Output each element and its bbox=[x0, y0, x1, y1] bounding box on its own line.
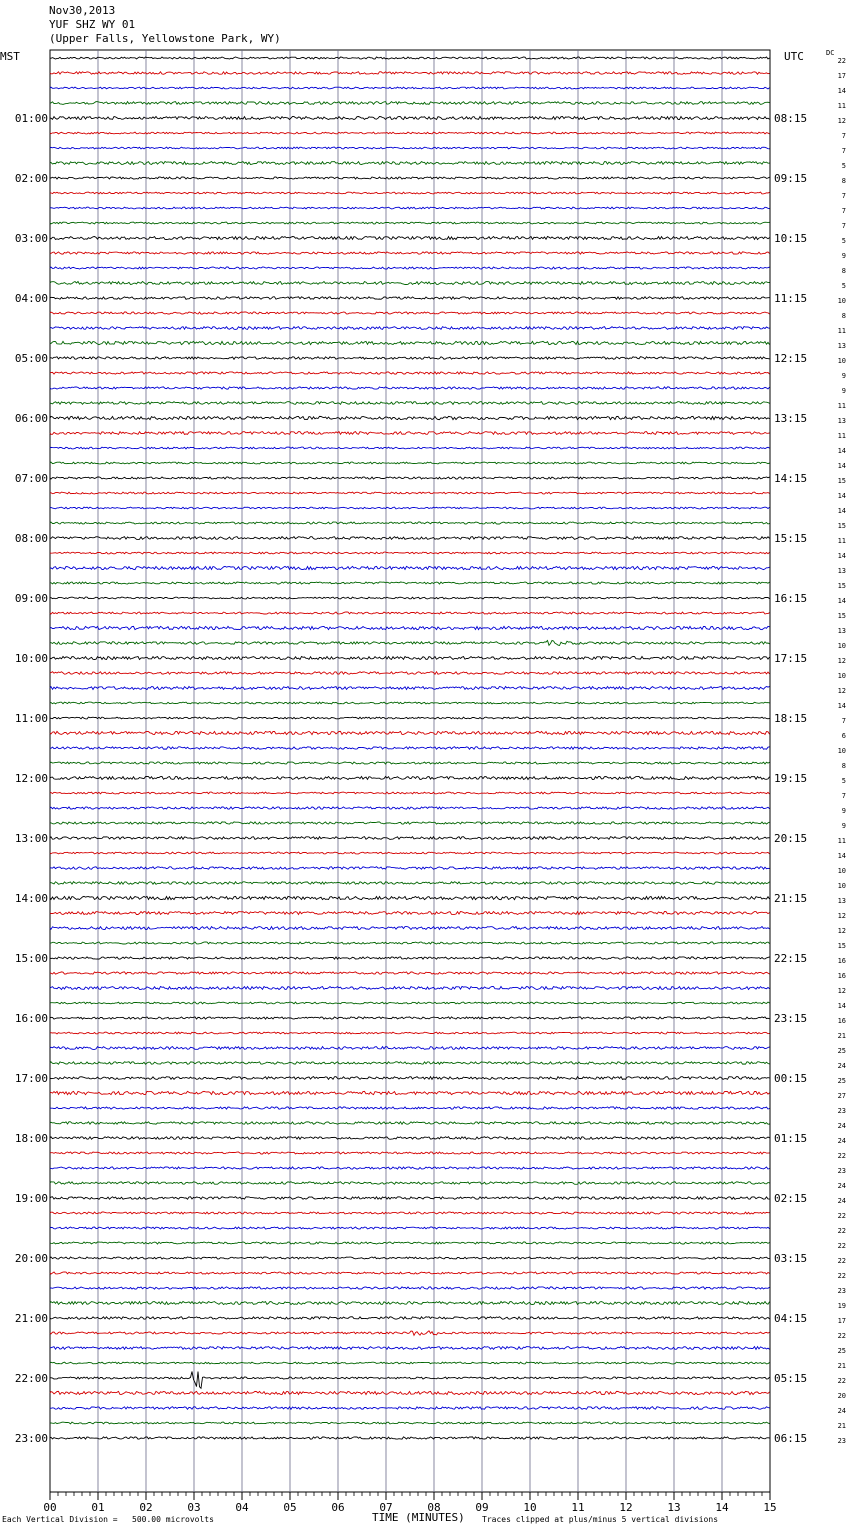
seismic-trace bbox=[50, 1242, 770, 1244]
dc-offset-label: 22 bbox=[837, 1332, 846, 1340]
seismic-trace bbox=[50, 1302, 770, 1305]
station-name: YUF SHZ WY 01 bbox=[49, 18, 136, 31]
seismic-trace bbox=[50, 372, 770, 374]
dc-offset-label: 12 bbox=[837, 117, 846, 125]
right-hour-label: 14:15 bbox=[774, 472, 808, 485]
left-hour-label: 08:00 bbox=[14, 532, 48, 545]
station-location: (Upper Falls, Yellowstone Park, WY) bbox=[49, 32, 281, 45]
right-hour-label: 21:15 bbox=[774, 892, 808, 905]
dc-offset-label: 25 bbox=[837, 1347, 846, 1355]
seismic-trace bbox=[50, 1437, 770, 1439]
x-tick-label: 06 bbox=[331, 1501, 345, 1514]
seismic-trace bbox=[50, 222, 770, 224]
seismic-trace bbox=[50, 341, 770, 344]
dc-offset-label: 6 bbox=[841, 732, 846, 740]
seismic-trace bbox=[50, 162, 770, 165]
seismic-trace bbox=[50, 1257, 770, 1259]
dc-offset-label: 22 bbox=[837, 1242, 846, 1250]
left-hour-label: 09:00 bbox=[14, 592, 48, 605]
dc-offset-label: 9 bbox=[841, 252, 846, 260]
right-hour-label: 13:15 bbox=[774, 412, 808, 425]
seismic-trace bbox=[50, 1091, 770, 1094]
x-tick-label: 10 bbox=[523, 1501, 537, 1514]
right-hour-label: 02:15 bbox=[774, 1192, 808, 1205]
dc-offset-label: 11 bbox=[837, 432, 846, 440]
seismic-trace bbox=[50, 987, 770, 990]
seismic-trace bbox=[50, 1167, 770, 1169]
dc-offset-label: 25 bbox=[837, 1077, 846, 1085]
dc-offset-label: 7 bbox=[841, 207, 846, 215]
left-hour-label: 13:00 bbox=[14, 832, 48, 845]
seismic-trace bbox=[50, 1017, 770, 1019]
dc-offset-label: 22 bbox=[837, 57, 846, 65]
dc-offset-label: 23 bbox=[837, 1107, 846, 1115]
dc-offset-label: 10 bbox=[837, 297, 846, 305]
seismic-trace bbox=[50, 777, 770, 780]
dc-offset-label: 5 bbox=[841, 237, 846, 245]
x-tick-label: 12 bbox=[619, 1501, 633, 1514]
x-tick-label: 05 bbox=[283, 1501, 297, 1514]
dc-offset-label: 25 bbox=[837, 1047, 846, 1055]
x-axis-label: TIME (MINUTES) bbox=[372, 1511, 465, 1524]
left-hour-label: 06:00 bbox=[14, 412, 48, 425]
dc-offset-label: 9 bbox=[841, 372, 846, 380]
seismic-trace bbox=[50, 117, 770, 120]
dc-offset-label: 7 bbox=[841, 717, 846, 725]
plot-date: Nov30,2013 bbox=[49, 4, 116, 17]
dc-offset-label: 11 bbox=[837, 537, 846, 545]
dc-offset-label: 8 bbox=[841, 312, 846, 320]
seismic-trace bbox=[50, 1287, 770, 1289]
seismic-trace bbox=[50, 312, 770, 314]
seismic-trace bbox=[50, 747, 770, 750]
dc-offset-label: 16 bbox=[837, 972, 846, 980]
seismic-trace bbox=[50, 1331, 770, 1336]
dc-offset-label: 15 bbox=[837, 477, 846, 485]
dc-offset-label: 14 bbox=[837, 87, 846, 95]
dc-offset-label: 21 bbox=[837, 1422, 846, 1430]
seismic-trace bbox=[50, 1227, 770, 1229]
seismic-trace bbox=[50, 1002, 770, 1004]
dc-offset-label: 14 bbox=[837, 507, 846, 515]
dc-offset-label: 12 bbox=[837, 912, 846, 920]
seismic-trace bbox=[50, 237, 770, 240]
dc-offset-label: 11 bbox=[837, 102, 846, 110]
seismic-trace bbox=[50, 282, 770, 285]
seismic-trace bbox=[50, 1407, 770, 1410]
right-hour-label: 17:15 bbox=[774, 652, 808, 665]
seismic-trace bbox=[50, 177, 770, 179]
seismic-trace bbox=[50, 837, 770, 840]
seismic-trace bbox=[50, 702, 770, 704]
seismic-trace bbox=[50, 1122, 770, 1125]
dc-offset-label: 8 bbox=[841, 762, 846, 770]
seismic-trace bbox=[50, 462, 770, 464]
seismic-trace bbox=[50, 672, 770, 675]
dc-offset-label: 24 bbox=[837, 1137, 846, 1145]
dc-column-label: DC bbox=[826, 49, 835, 57]
dc-offset-label: 14 bbox=[837, 597, 846, 605]
left-hour-label: 07:00 bbox=[14, 472, 48, 485]
dc-offset-label: 12 bbox=[837, 987, 846, 995]
seismic-trace bbox=[50, 626, 770, 629]
dc-offset-label: 14 bbox=[837, 852, 846, 860]
dc-offset-label: 12 bbox=[837, 657, 846, 665]
left-timezone-label: MST bbox=[0, 50, 20, 63]
dc-offset-label: 24 bbox=[837, 1407, 846, 1415]
left-hour-label: 03:00 bbox=[14, 232, 48, 245]
dc-offset-label: 10 bbox=[837, 642, 846, 650]
dc-offset-label: 13 bbox=[837, 627, 846, 635]
seismic-trace bbox=[50, 492, 770, 494]
seismic-trace bbox=[50, 597, 770, 599]
dc-offset-label: 8 bbox=[841, 177, 846, 185]
dc-offset-label: 13 bbox=[837, 567, 846, 575]
right-timezone-label: UTC bbox=[784, 50, 804, 63]
seismic-trace bbox=[50, 132, 770, 134]
seismic-trace bbox=[50, 762, 770, 764]
seismic-trace bbox=[50, 57, 770, 59]
dc-offset-label: 15 bbox=[837, 522, 846, 530]
clip-note: Traces clipped at plus/minus 5 vertical divisions bbox=[482, 1515, 719, 1524]
right-hour-label: 05:15 bbox=[774, 1372, 808, 1385]
dc-offset-label: 21 bbox=[837, 1032, 846, 1040]
dc-offset-label: 7 bbox=[841, 192, 846, 200]
x-tick-label: 00 bbox=[43, 1501, 57, 1514]
seismic-trace bbox=[50, 1107, 770, 1109]
right-hour-label: 08:15 bbox=[774, 112, 808, 125]
x-tick-label: 11 bbox=[571, 1501, 585, 1514]
right-hour-label: 01:15 bbox=[774, 1132, 808, 1145]
seismic-trace bbox=[50, 852, 770, 854]
left-hour-label: 17:00 bbox=[14, 1072, 48, 1085]
seismic-trace bbox=[50, 147, 770, 149]
scale-note: Each Vertical Division = 500.00 microvolts bbox=[2, 1515, 214, 1524]
seismic-trace bbox=[50, 1372, 770, 1389]
left-hour-label: 04:00 bbox=[14, 292, 48, 305]
seismic-trace bbox=[50, 1077, 770, 1080]
seismic-trace bbox=[50, 640, 770, 645]
seismic-trace bbox=[50, 942, 770, 944]
dc-offset-label: 16 bbox=[837, 1017, 846, 1025]
right-hour-label: 06:15 bbox=[774, 1432, 808, 1445]
dc-offset-label: 23 bbox=[837, 1437, 846, 1445]
dc-offset-label: 22 bbox=[837, 1212, 846, 1220]
left-hour-label: 01:00 bbox=[14, 112, 48, 125]
x-tick-label: 09 bbox=[475, 1501, 489, 1514]
seismic-trace bbox=[50, 387, 770, 389]
dc-offset-label: 14 bbox=[837, 462, 846, 470]
seismic-trace bbox=[50, 357, 770, 360]
seismic-trace bbox=[50, 792, 770, 794]
dc-offset-label: 12 bbox=[837, 927, 846, 935]
dc-offset-label: 24 bbox=[837, 1122, 846, 1130]
seismic-trace bbox=[50, 566, 770, 569]
dc-offset-label: 15 bbox=[837, 612, 846, 620]
seismic-trace bbox=[50, 1062, 770, 1065]
dc-offset-label: 12 bbox=[837, 687, 846, 695]
dc-offset-label: 10 bbox=[837, 747, 846, 755]
seismic-trace bbox=[50, 957, 770, 959]
seismic-trace bbox=[50, 1152, 770, 1154]
seismic-trace bbox=[50, 102, 770, 105]
seismic-trace bbox=[50, 1317, 770, 1320]
dc-offset-label: 9 bbox=[841, 387, 846, 395]
seismic-trace bbox=[50, 882, 770, 885]
dc-offset-label: 22 bbox=[837, 1257, 846, 1265]
seismic-trace bbox=[50, 717, 770, 719]
dc-offset-label: 24 bbox=[837, 1197, 846, 1205]
dc-offset-label: 10 bbox=[837, 882, 846, 890]
dc-offset-label: 19 bbox=[837, 1302, 846, 1310]
seismic-trace bbox=[50, 912, 770, 915]
dc-offset-label: 21 bbox=[837, 1362, 846, 1370]
x-tick-label: 03 bbox=[187, 1501, 201, 1514]
dc-offset-label: 11 bbox=[837, 402, 846, 410]
right-hour-label: 19:15 bbox=[774, 772, 808, 785]
seismic-trace bbox=[50, 522, 770, 524]
dc-offset-label: 5 bbox=[841, 162, 846, 170]
right-hour-label: 20:15 bbox=[774, 832, 808, 845]
dc-offset-label: 16 bbox=[837, 957, 846, 965]
seismic-trace bbox=[50, 87, 770, 89]
seismic-trace bbox=[50, 327, 770, 330]
seismic-trace bbox=[50, 612, 770, 614]
dc-offset-label: 17 bbox=[837, 1317, 846, 1325]
seismic-trace bbox=[50, 402, 770, 405]
dc-offset-label: 22 bbox=[837, 1227, 846, 1235]
seismic-trace bbox=[50, 1391, 770, 1394]
x-tick-label: 04 bbox=[235, 1501, 249, 1514]
dc-offset-label: 13 bbox=[837, 342, 846, 350]
x-tick-label: 14 bbox=[715, 1501, 729, 1514]
right-hour-label: 16:15 bbox=[774, 592, 808, 605]
dc-offset-label: 14 bbox=[837, 702, 846, 710]
seismic-trace bbox=[50, 731, 770, 734]
seismic-trace bbox=[50, 1182, 770, 1185]
x-tick-label: 08 bbox=[427, 1501, 441, 1514]
right-hour-label: 04:15 bbox=[774, 1312, 808, 1325]
plot-frame bbox=[50, 50, 770, 1492]
left-hour-label: 14:00 bbox=[14, 892, 48, 905]
dc-offset-label: 7 bbox=[841, 222, 846, 230]
seismic-trace bbox=[50, 252, 770, 254]
x-tick-label: 02 bbox=[139, 1501, 153, 1514]
seismic-trace bbox=[50, 507, 770, 509]
seismic-trace bbox=[50, 72, 770, 75]
dc-offset-label: 7 bbox=[841, 792, 846, 800]
dc-offset-label: 7 bbox=[841, 132, 846, 140]
dc-offset-label: 9 bbox=[841, 822, 846, 830]
left-hour-label: 05:00 bbox=[14, 352, 48, 365]
left-hour-label: 02:00 bbox=[14, 172, 48, 185]
seismic-trace bbox=[50, 1047, 770, 1050]
seismic-trace bbox=[50, 807, 770, 809]
left-hour-label: 22:00 bbox=[14, 1372, 48, 1385]
right-hour-label: 09:15 bbox=[774, 172, 808, 185]
left-hour-label: 10:00 bbox=[14, 652, 48, 665]
seismic-trace bbox=[50, 867, 770, 870]
x-tick-label: 15 bbox=[763, 1501, 777, 1514]
left-hour-label: 11:00 bbox=[14, 712, 48, 725]
seismic-trace bbox=[50, 297, 770, 300]
seismic-trace bbox=[50, 822, 770, 824]
dc-offset-label: 13 bbox=[837, 417, 846, 425]
dc-offset-label: 13 bbox=[837, 897, 846, 905]
dc-offset-label: 17 bbox=[837, 72, 846, 80]
x-tick-label: 13 bbox=[667, 1501, 681, 1514]
seismic-trace bbox=[50, 1362, 770, 1364]
seismic-trace bbox=[50, 552, 770, 554]
dc-offset-label: 14 bbox=[837, 552, 846, 560]
left-hour-label: 21:00 bbox=[14, 1312, 48, 1325]
dc-offset-label: 20 bbox=[837, 1392, 846, 1400]
seismic-trace bbox=[50, 1347, 770, 1350]
dc-offset-label: 5 bbox=[841, 282, 846, 290]
dc-offset-label: 14 bbox=[837, 492, 846, 500]
left-hour-label: 18:00 bbox=[14, 1132, 48, 1145]
dc-offset-label: 5 bbox=[841, 777, 846, 785]
seismic-trace bbox=[50, 432, 770, 435]
right-hour-label: 12:15 bbox=[774, 352, 808, 365]
dc-offset-label: 8 bbox=[841, 267, 846, 275]
dc-offset-label: 24 bbox=[837, 1182, 846, 1190]
dc-offset-label: 10 bbox=[837, 357, 846, 365]
left-hour-label: 20:00 bbox=[14, 1252, 48, 1265]
seismic-trace bbox=[50, 1272, 770, 1274]
left-hour-label: 23:00 bbox=[14, 1432, 48, 1445]
seismic-trace bbox=[50, 687, 770, 690]
seismic-trace bbox=[50, 1197, 770, 1200]
seismic-trace bbox=[50, 972, 770, 974]
dc-offset-label: 11 bbox=[837, 327, 846, 335]
seismic-trace bbox=[50, 927, 770, 930]
seismic-trace bbox=[50, 416, 770, 419]
dc-offset-label: 10 bbox=[837, 867, 846, 875]
dc-offset-label: 14 bbox=[837, 1002, 846, 1010]
right-hour-label: 23:15 bbox=[774, 1012, 808, 1025]
dc-offset-label: 10 bbox=[837, 672, 846, 680]
dc-offset-label: 11 bbox=[837, 837, 846, 845]
right-hour-label: 22:15 bbox=[774, 952, 808, 965]
seismic-trace bbox=[50, 1032, 770, 1034]
seismic-trace bbox=[50, 192, 770, 194]
dc-offset-label: 23 bbox=[837, 1167, 846, 1175]
dc-offset-label: 27 bbox=[837, 1092, 846, 1100]
left-hour-label: 16:00 bbox=[14, 1012, 48, 1025]
dc-offset-label: 15 bbox=[837, 582, 846, 590]
seismic-trace bbox=[50, 1137, 770, 1140]
dc-offset-label: 14 bbox=[837, 447, 846, 455]
dc-offset-label: 7 bbox=[841, 147, 846, 155]
left-hour-label: 12:00 bbox=[14, 772, 48, 785]
seismic-trace bbox=[50, 447, 770, 449]
dc-offset-label: 24 bbox=[837, 1062, 846, 1070]
right-hour-label: 11:15 bbox=[774, 292, 808, 305]
left-hour-label: 19:00 bbox=[14, 1192, 48, 1205]
seismic-trace bbox=[50, 1422, 770, 1424]
seismic-trace bbox=[50, 537, 770, 540]
right-hour-label: 03:15 bbox=[774, 1252, 808, 1265]
dc-offset-label: 9 bbox=[841, 807, 846, 815]
seismic-trace bbox=[50, 896, 770, 899]
seismic-trace bbox=[50, 207, 770, 209]
left-hour-label: 15:00 bbox=[14, 952, 48, 965]
right-hour-label: 15:15 bbox=[774, 532, 808, 545]
seismic-trace bbox=[50, 1212, 770, 1214]
dc-offset-label: 22 bbox=[837, 1152, 846, 1160]
right-hour-label: 00:15 bbox=[774, 1072, 808, 1085]
seismic-trace bbox=[50, 267, 770, 269]
seismic-trace bbox=[50, 657, 770, 660]
right-hour-label: 10:15 bbox=[774, 232, 808, 245]
dc-offset-label: 15 bbox=[837, 942, 846, 950]
seismic-trace bbox=[50, 582, 770, 584]
dc-offset-label: 22 bbox=[837, 1272, 846, 1280]
dc-offset-label: 23 bbox=[837, 1287, 846, 1295]
x-tick-label: 07 bbox=[379, 1501, 393, 1514]
x-tick-label: 01 bbox=[91, 1501, 105, 1514]
dc-offset-label: 22 bbox=[837, 1377, 846, 1385]
right-hour-label: 18:15 bbox=[774, 712, 808, 725]
seismic-trace bbox=[50, 477, 770, 479]
